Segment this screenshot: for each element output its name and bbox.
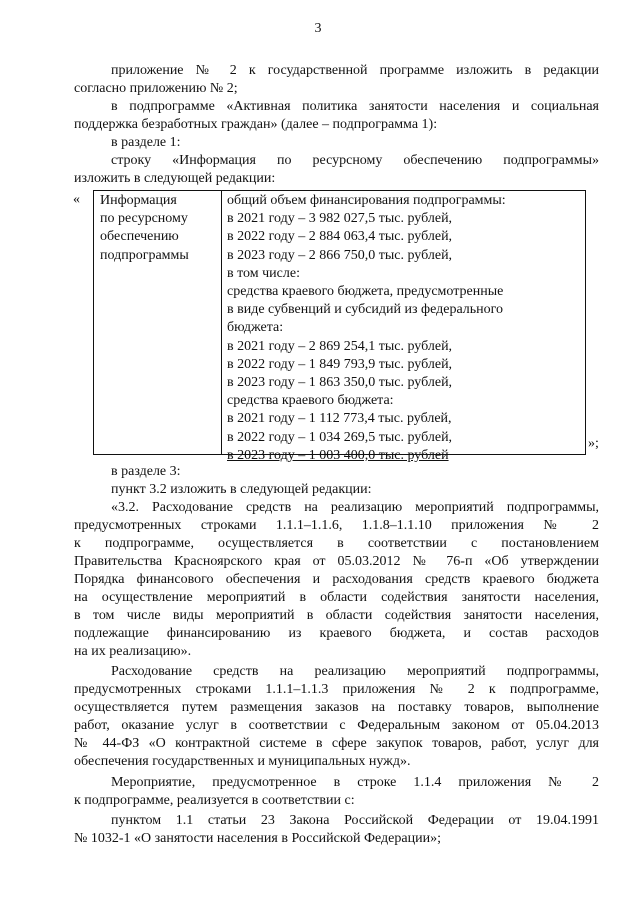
close-quote: »; xyxy=(588,436,599,451)
text-line: № 44-ФЗ «О контрактной системе в сфере закупок товаров, работ, услуг для xyxy=(74,736,599,751)
cell-line: подпрограммы xyxy=(100,247,189,263)
cell-line: в 2022 году – 1 849 793,9 тыс. рублей, xyxy=(227,356,453,372)
text-line: строку «Информация по ресурсному обеспечению подпрограммы» xyxy=(111,153,599,168)
cell-line: в виде субвенций и субсидий из федерального xyxy=(227,302,504,318)
cell-line: общий объем финансирования подпрограммы: xyxy=(227,193,506,208)
section-1-heading: в разделе 1: xyxy=(111,135,181,150)
text-line: № 1032-1 «О занятости населения в Российской Федерации»; xyxy=(74,831,441,846)
cell-line: по ресурсному xyxy=(100,211,188,227)
cell-line: в том числе: xyxy=(227,265,300,281)
text-line: Порядка финансового обеспечения и расходования средств краевого бюджета xyxy=(74,572,599,587)
resource-table xyxy=(93,190,586,463)
point-3-2-heading: пункт 3.2 изложить в следующей редакции: xyxy=(111,482,372,497)
open-quote: « xyxy=(73,192,80,207)
text-line: пунктом 1.1 статьи 23 Закона Российской Федерации от 19.04.1991 xyxy=(111,813,599,828)
cell-line: в 2023 году – 1 003 400,0 тыс. рублей xyxy=(227,447,449,463)
text-line: подлежащие финансированию из краевого бюджета, и состав расходов xyxy=(74,626,599,641)
text-line: Правительства Красноярского края от 05.03.2012 № 76-п «Об утверждении xyxy=(74,554,599,569)
cell-line: средства краевого бюджета, предусмотренные xyxy=(227,284,504,300)
text-line: Расходование средств на реализацию мероприятий подпрограммы, xyxy=(111,664,599,679)
text-line: в том числе виды мероприятий в области содействия занятости населения, xyxy=(74,608,599,623)
cell-line: бюджета: xyxy=(227,320,284,336)
text-line: к подпрограмме, реализуется в соответствии с: xyxy=(74,793,355,808)
cell-line: в 2022 году – 1 034 269,5 тыс. рублей, xyxy=(227,429,453,445)
section-3-heading: в разделе 3: xyxy=(111,464,181,479)
page-number: 3 xyxy=(314,21,322,36)
cell-line: в 2021 году – 2 869 254,1 тыс. рублей, xyxy=(227,338,453,354)
text-line: Мероприятие, предусмотренное в строке 1.1.4 приложения № 2 xyxy=(111,775,599,790)
cell-line: средства краевого бюджета: xyxy=(227,393,394,409)
text-line: работ, оказание услуг в соответствии с Федеральным законом от 05.04.2013 xyxy=(74,718,599,733)
text-line: на их реализацию». xyxy=(74,644,192,659)
cell-line: в 2022 году – 2 884 063,4 тыс. рублей, xyxy=(227,229,453,245)
text-line: к подпрограмме, осуществляется в соответствии с постановлением xyxy=(74,536,599,551)
text-line: на осуществление мероприятий в области содействия занятости населения, xyxy=(74,590,599,605)
text-line: поддержка безработных граждан» (далее – подпрограмма 1): xyxy=(74,117,438,132)
text-line: предусмотренных строками 1.1.1–1.1.6, 1.1.8–1.1.10 приложения № 2 xyxy=(74,518,599,533)
text-line: предусмотренных строками 1.1.1–1.1.3 приложения № 2 к подпрограмме, xyxy=(74,682,599,697)
text-line: обеспечения государственных и муниципальных нужд». xyxy=(74,754,411,769)
text-line: осуществляется путем размещения заказов на поставку товаров, выполнение xyxy=(74,700,599,715)
table-left-cell xyxy=(100,192,218,265)
cell-line: обеспечению xyxy=(100,229,179,245)
text-line: приложение № 2 к государственной программе изложить в редакции xyxy=(111,63,599,78)
cell-line: в 2023 году – 1 863 350,0 тыс. рублей, xyxy=(227,375,453,391)
cell-line: в 2021 году – 1 112 773,4 тыс. рублей, xyxy=(227,411,452,427)
text-line: изложить в следующей редакции: xyxy=(74,171,276,186)
cell-line: Информация xyxy=(100,193,177,208)
text-line: «3.2. Расходование средств на реализацию мероприятий подпрограммы, xyxy=(111,500,599,515)
cell-line: в 2021 году – 3 982 027,5 тыс. рублей, xyxy=(227,211,453,227)
cell-line: в 2023 году – 2 866 750,0 тыс. рублей, xyxy=(227,247,453,263)
table-right-cell xyxy=(227,192,582,465)
table-divider xyxy=(221,191,222,454)
text-line: согласно приложению № 2; xyxy=(74,81,238,96)
text-line: в подпрограмме «Активная политика занятости населения и социальная xyxy=(111,99,599,114)
